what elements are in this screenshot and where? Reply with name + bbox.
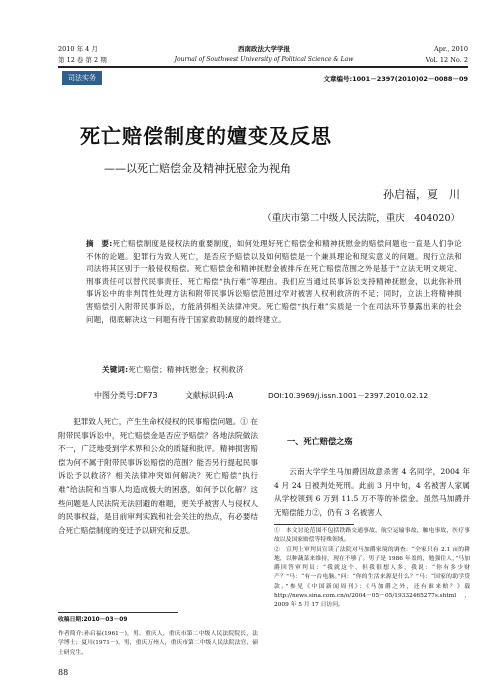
doi: DOI:10.3969/j.issn.1001－2397.2010.02.12 xyxy=(268,391,429,400)
abstract-label: 摘 要: xyxy=(86,239,113,248)
keywords xyxy=(102,364,462,377)
journal-name-cn: 西南政法大学学报 xyxy=(238,45,290,53)
footnote-2: ② 宣判上审判员宣读了法院对马加爵家境的调查：“全家只有 2.1 亩的耕地，以种蔬菜来维持，现在不够了。男子是 1986 年盖的，勉强住人，”马加爵回答审判员：“我就这个，但我很想人多，我说：“你有多少财产？”马：“有一台电脑。”问：“你的生活来源是什么？”马：“国家的助学贷款。”参见《中国新闻周刊》：《马加爵之外，还有谁来赔？》载 http://news.sina.com.cn/o/2004－05－05/19332465277s.shtml，2009 年 5 月 17 日访问。 xyxy=(274,546,470,609)
intro-paragraph: 犯罪致人死亡，产生生命权侵权的民事赔偿问题。① 在附带民事诉讼中，死亡赔偿金是否应予赔偿？各地法院做法不一，广泛地受到学术界和公众的质疑和批评。精神损害赔偿为何不属于附带民事诉讼赔偿的范围？能否另行提起民事诉讼予以救济？相关法律冲突如何解决？死亡赔偿“执行难”给法院和当事人均造成极大的困惑，如何予以化解？这些问题是人民法院无法回避的难题，更关乎被害人与侵权人的民事权益，是目前审判实践和社会关注的热点，有必要结合死亡赔偿制度的变迁予以研究和反思。 xyxy=(58,417,258,535)
affiliation: （重庆市第二中级人民法院，重庆 404020） xyxy=(262,213,460,224)
header-date: 2010 年 4 月 xyxy=(58,45,98,53)
page-subtitle: ——以死亡赔偿金及精神抚慰金为视角 xyxy=(104,162,291,175)
abstract xyxy=(86,238,462,326)
authors: 孙启福，夏 川 xyxy=(383,188,460,201)
received-date: 收稿日期:2010－03－09 xyxy=(58,617,128,623)
footnotes xyxy=(274,527,470,611)
keywords-text: 死亡赔偿；精神抚慰金；权利救济 xyxy=(128,365,244,374)
header-volume-en: Vol. 12 No. 2 xyxy=(425,56,468,64)
column-tag: 司法实务 xyxy=(62,71,102,85)
keywords-label: 关键词: xyxy=(102,365,129,374)
journal-name-en: Journal of Southwest University of Political Science & Law xyxy=(174,56,354,63)
clc-number: 中图分类号:DF73 xyxy=(94,391,158,400)
document-code: 文献标识码:A xyxy=(185,391,234,400)
header-rule xyxy=(58,66,468,68)
section-1-paragraph: 云南大学学生马加爵因故意杀害 4 名同学，2004 年 4 月 24 日被判处死刑。此前 3 月中旬，4 名被害人家属从学校领到 6 万到 11.5 万不等的补偿金。虽然马加爵并无赔偿能力②，仍有 3 名被害人 xyxy=(274,467,470,517)
page-title: 死亡赔偿制度的嬗变及反思 xyxy=(80,124,332,148)
section-heading-1: 一、死亡赔偿之殇 xyxy=(287,436,353,446)
author-bio: 作者简介:孙启福(1961－)，男，重庆人，重庆市第二中级人民法院院长，法学博士；夏川(1971－)，男，重庆万州人，重庆市第二中级人民法院法官，硕士研究生。 xyxy=(58,631,258,656)
footnote-1: ① 本文讨论范围不包括铁路交通事故、航空运输事故、触电事故、医疗事故以及国家赔偿等特殊领域。 xyxy=(274,528,470,544)
footnote-rule xyxy=(274,524,354,525)
article-number: 文章编号:1001－2397(2010)02－0088－09 xyxy=(323,75,468,83)
bio-rule xyxy=(58,612,178,613)
header-volume: 第 12 卷 第 2 期 xyxy=(58,56,107,64)
page-number: 88 xyxy=(58,668,69,677)
header-date-en: Apr., 2010 xyxy=(434,45,468,53)
abstract-text: 死亡赔偿制度是侵权法的重要制度，如何处理好死亡赔偿金和精神抚慰金的赔偿问题也一直是人们争论不休的论题。犯罪行为致人死亡，是否应予赔偿以及如何赔偿是一个兼具理论和现实意义的问题。现行立法和司法将其区别于一般侵权赔偿。死亡赔偿金和精神抚慰金被排斥在死亡赔偿范围之外是基于“立法无明文规定、刑事责任可以替代民事责任、死亡赔偿“执行难”等理由。我们应当通过民事诉讼支持精神抚慰金，以此弥补刑事诉讼中的非判罚性处理方法和附带民事诉讼赔偿范围过窄对被害人权利救济的不足；同时，立法上将精神损害赔偿引入附带民事诉讼，方能消弭相关法律冲突。死亡赔偿“执行难”实质是一个在司法环节暴露出来的社会问题，彻底解决这一问题有待于国家救助制度的最终建立。 xyxy=(86,239,462,324)
